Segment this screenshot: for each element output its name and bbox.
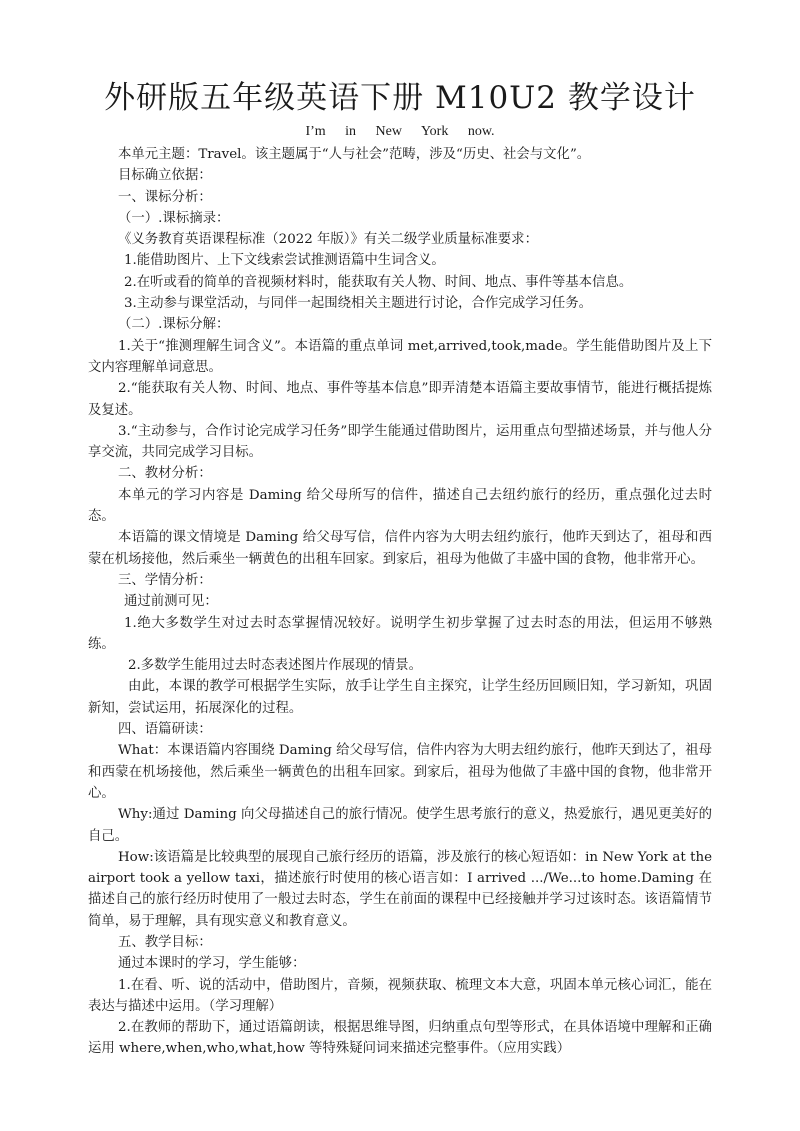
- paragraph-what: What：本课语篇内容围绕 Daming 给父母写信，信件内容为大明去纽约旅行，他昨天到达了，祖母和西蒙在机场接他，然后乘坐一辆黄色的出租车回家。到家后，祖母为他做了丰盛中国的食物，他非常开心。: [88, 743, 712, 801]
- paragraph-breakdown-3: 3.“主动参与，合作讨论完成学习任务”即学生能通过借助图片，运用重点句型描述场景，并与他人分享交流，共同完成学习目标。: [88, 423, 712, 461]
- section-heading-objectives: 五、教学目标：: [118, 934, 212, 950]
- paragraph-theme: 本单元主题：Travel。该主题属于“人与社会”范畴，涉及“历史、社会与文化”。: [118, 147, 591, 162]
- paragraph-material-1: 本单元的学习内容是 Daming 给父母所写的信件，描述自己去纽约旅行的经历，重点强化过去时态。: [88, 487, 712, 525]
- section-heading-standard-analysis: 一、课标分析：: [118, 189, 212, 205]
- section-heading-material-analysis: 二、教材分析：: [118, 466, 212, 482]
- subsection-heading-excerpt: （一）.课标摘录：: [118, 210, 230, 226]
- subsection-heading-breakdown: （二）.课标分解：: [118, 317, 230, 333]
- paragraph-pretest: 通过前测可见：: [124, 594, 218, 610]
- paragraph-student-1: 1.绝大多数学生对过去时态掌握情况较好。说明学生初步掌握了过去时态的用法，但运用不够熟练。: [88, 615, 712, 652]
- list-item-standard-3: 3.主动参与课堂活动，与同伴一起围绕相关主题进行讨论，合作完成学习任务。: [124, 296, 593, 312]
- paragraph-objective-1: 1.在看、听、说的活动中，借助图片，音频，视频获取、梳理文本大意，巩固本单元核心词汇，能在表达与描述中运用。（学习理解）: [88, 977, 712, 1014]
- list-item-standard-1: 1.能借助图片、上下文线索尝试推测语篇中生词含义。: [124, 253, 445, 269]
- list-item-standard-2: 2.在听或看的简单的音视频材料时，能获取有关人物、时间、地点、事件等基本信息。: [124, 274, 633, 290]
- paragraph-breakdown-1: 1.关于“推测理解生词含义”。本语篇的重点单词 met,arrived,took,made。学生能借助图片及上下文内容理解单词意思。: [88, 338, 712, 375]
- paragraph-basis-heading: 目标确立依据：: [118, 168, 212, 184]
- paragraph-material-2: 本语篇的课文情境是 Daming 给父母写信，信件内容为大明去纽约旅行，他昨天到达了，祖母和西蒙在机场接他，然后乘坐一辆黄色的出租车回家。到家后，祖母为他做了丰盛中国的食物，他非常开心。: [88, 530, 712, 567]
- paragraph-student-conclusion: 由此，本课的教学可根据学生实际，放手让学生自主探究，让学生经历回顾旧知，学习新知，巩固新知，尝试运用，拓展深化的过程。: [88, 679, 712, 716]
- paragraph-why: Why:通过 Daming 向父母描述自己的旅行情况。使学生思考旅行的意义，热爱旅行，遇见更美好的自己。: [88, 807, 712, 844]
- paragraph-student-2: 2.多数学生能用过去时态表述图片作展现的情景。: [128, 658, 422, 674]
- paragraph-objectives-intro: 通过本课时的学习，学生能够：: [118, 956, 306, 972]
- document-title: 外研版五年级英语下册 M10U2 教学设计: [104, 80, 696, 116]
- document-subtitle: I’m in New York now.: [305, 124, 495, 139]
- paragraph-how: How:该语篇是比较典型的展现自己旅行经历的语篇，涉及旅行的核心短语如：in New York at the airport took a yellow taxi，描述旅行时使用的核心语言如：I arrived .../We...to home.Daming 在描述自己的旅行经历时使用了一般过去时态，学生在前面的课程中已经接触并学习过该时态。该语篇情节简单，易于理解，具有现实意义和教育意义。: [88, 849, 712, 929]
- section-heading-text-study: 四、语篇研读：: [118, 722, 212, 738]
- paragraph-standard-intro: 《义务教育英语课程标准（2022 年版）》有关二级学业质量标准要求：: [118, 232, 538, 248]
- paragraph-objective-2: 2.在教师的帮助下，通过语篇朗读，根据思维导图，归纳重点句型等形式，在具体语境中理解和正确运用 where,when,who,what,how 等特殊疑问词来描述完整事件。（应用实践）: [88, 1020, 712, 1057]
- paragraph-breakdown-2: 2.“能获取有关人物、时间、地点、事件等基本信息”即弄清楚本语篇主要故事情节，能进行概括提炼及复述。: [88, 381, 712, 418]
- section-heading-student-analysis: 三、学情分析：: [118, 572, 212, 588]
